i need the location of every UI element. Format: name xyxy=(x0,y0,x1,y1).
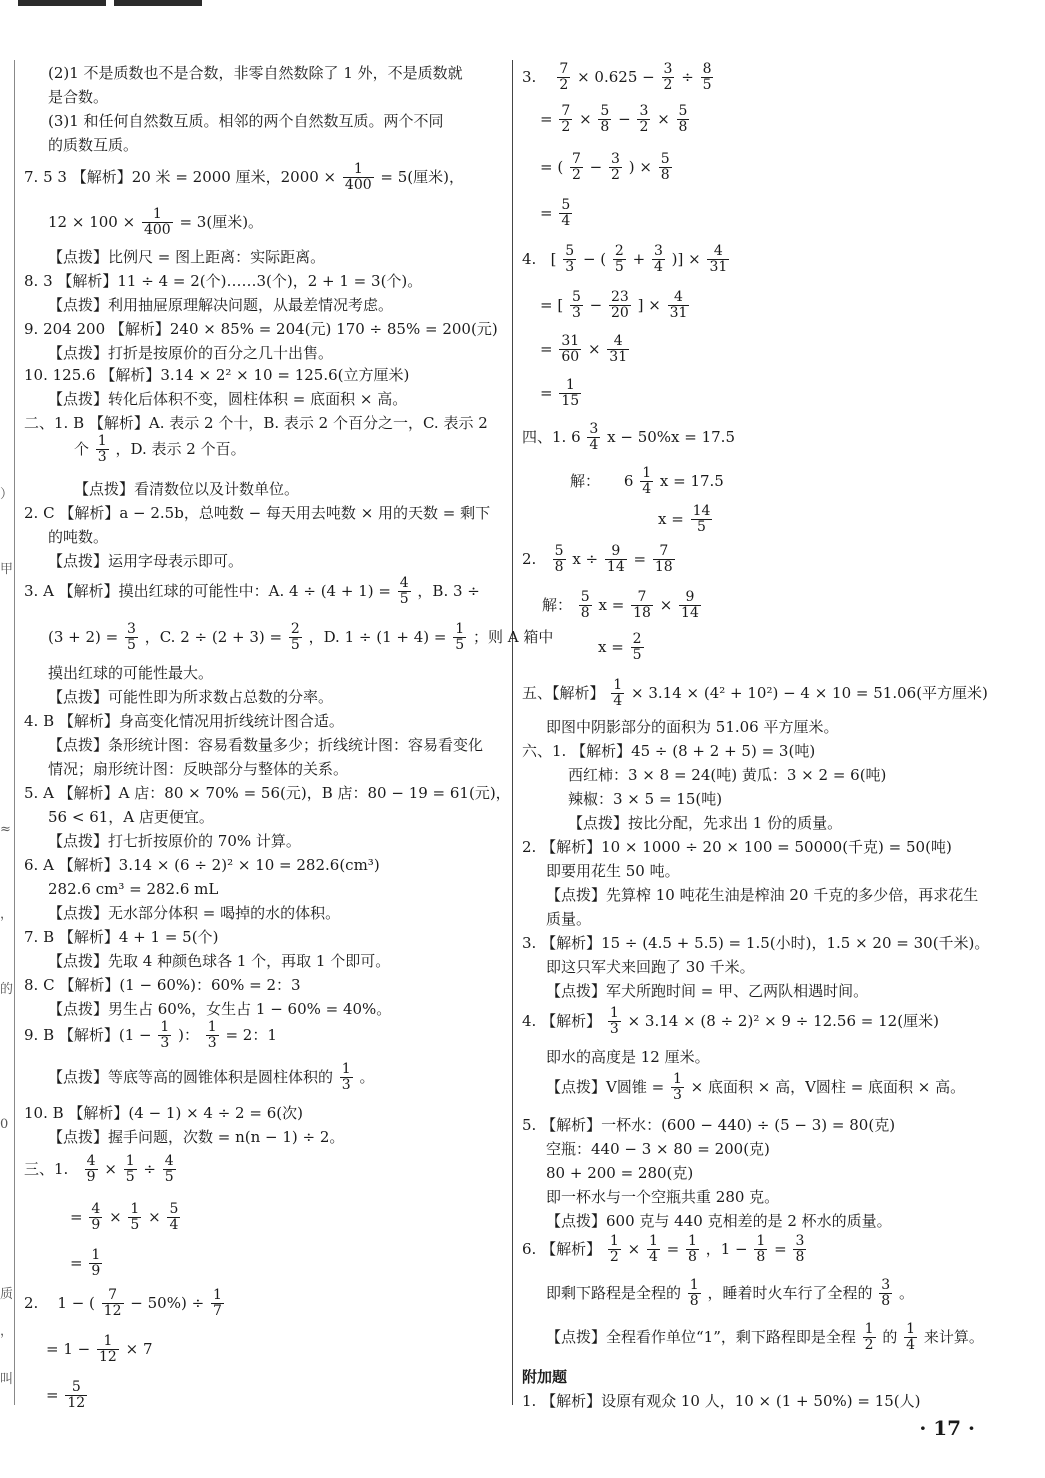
text-line: 80 + 200 = 280(克) xyxy=(546,1164,694,1182)
fraction: $\frac{1}{3}$ xyxy=(160,1019,170,1052)
fraction: $\frac{1}{9}$ xyxy=(91,1247,101,1280)
section-2-q4: 4. B 【解析】身高变化情况用折线统计图合适。 xyxy=(24,712,344,730)
edge-mark: ） xyxy=(0,487,14,502)
section-4-q1-line3: x = $\frac{14}{5}$ xyxy=(658,503,711,536)
fraction: $\frac{4}{9}$ xyxy=(91,1201,101,1234)
hint-line: 【点拨】运用字母表示即可。 xyxy=(48,552,244,570)
column-divider xyxy=(512,60,513,1405)
text-line: 的质数互质。 xyxy=(48,136,139,154)
edge-mark: ， xyxy=(0,907,14,922)
hint-line: 【点拨】转化后体积不变，圆柱体积 = 底面积 × 高。 xyxy=(48,390,408,408)
section-3-q2-line3: = $\frac{5}{12}$ xyxy=(46,1379,86,1412)
fraction: $\frac{5}{4}$ xyxy=(169,1201,179,1234)
edge-mark: 的 xyxy=(0,982,14,997)
hint-line: 【点拨】先算榨 10 吨花生油是榨油 20 千克的多少倍，再求花生 xyxy=(546,886,979,904)
hint-line: 【点拨】打折是按原价的百分之几十出售。 xyxy=(48,344,334,362)
hint-line: 【点拨】无水部分体积 = 喝掉的水的体积。 xyxy=(48,904,341,922)
answer-7-line1 xyxy=(24,162,464,194)
fraction: $\frac{7}{2}$ xyxy=(571,151,581,184)
fraction: $\frac{1}{8}$ xyxy=(756,1233,766,1266)
q3-line2: = $\frac{7}{2}$ × $\frac{5}{8}$ − $\frac{3}{2}$ × $\frac{5}{8}$ xyxy=(540,103,688,136)
fraction: $\frac{1}{8}$ xyxy=(688,1233,697,1266)
section-3-q1-line2: = $\frac{4}{9}$ × $\frac{1}{5}$ × $\frac{5}{4}$ xyxy=(70,1201,179,1234)
text-line: 空瓶：440 − 3 × 80 = 200(克) xyxy=(546,1140,770,1158)
section-3-q1-line1: 三、1. $\frac{4}{9}$ × $\frac{1}{5}$ ÷ $\frac{4}{5}$ xyxy=(24,1153,174,1186)
fraction: $\frac{1}{2}$ xyxy=(609,1233,619,1266)
fraction: $\frac{1}{4}$ xyxy=(648,1233,658,1266)
text-line: 即图中阴影部分的面积为 51.06 平方厘米。 xyxy=(546,718,839,736)
section-6-q2: 2. 【解析】10 × 1000 ÷ 20 × 100 = 50000(千克) = 50(吨) xyxy=(522,838,952,856)
fraction: $\frac{5}{12}$ xyxy=(67,1379,86,1412)
fraction: $\frac{2}{5}$ xyxy=(632,631,642,664)
q4-line1: 4. [ $\frac{5}{3}$ − ( $\frac{2}{5}$ + $\frac{3}{4}$ )] × $\frac{4}{31}$ xyxy=(522,243,728,276)
fraction: $\frac{3}{2}$ xyxy=(663,61,673,94)
hint-line: 【点拨】V圆锥 = $\frac{1}{3}$ × 底面积 × 高，V圆柱 = 底面积 × 高。 xyxy=(546,1071,966,1104)
hint-line: 【点拨】按比分配，先求出 1 份的质量。 xyxy=(568,814,843,832)
fraction: $\frac{23}{20}$ xyxy=(611,289,629,322)
section-4-q2-line3: x = $\frac{2}{5}$ xyxy=(598,631,642,664)
section-2-q6: 6. A 【解析】3.14 × (6 ÷ 2)² × 10 = 282.6(cm³) xyxy=(24,856,380,874)
text-line: 282.6 cm³ = 282.6 mL xyxy=(48,880,219,898)
fraction: $\frac{1}{5}$ xyxy=(130,1201,140,1234)
section-2-q9: 9. B 【解析】(1 − $\frac{1}{3}$ )： $\frac{1}{3}$ = 2：1 xyxy=(24,1019,277,1052)
section-6-q4-line1: 4. 【解析】 $\frac{1}{3}$ × 3.14 × (8 ÷ 2)² × 9 ÷ 12.56 = 12(厘米) xyxy=(522,1005,939,1038)
fraction: $\frac{1}{2}$ xyxy=(864,1321,874,1354)
fraction: $\frac{4}{31}$ xyxy=(669,289,688,322)
fraction: $\frac{1}{3}$ xyxy=(672,1071,682,1104)
fraction: $\frac{4}{5}$ xyxy=(164,1153,174,1186)
fraction: $\frac{7}{12}$ xyxy=(103,1287,122,1320)
fraction: $\frac{7}{2}$ xyxy=(559,61,569,94)
extra-q1: 1. 【解析】设原有观众 10 人，10 × (1 + 50%) = 15(人) xyxy=(522,1392,921,1410)
text: 7. 5 3 【解析】20 米 = 2000 厘米，2000 × xyxy=(24,167,337,186)
fraction: $\frac{3}{4}$ xyxy=(589,421,599,454)
fraction: $\frac{1}{3}$ xyxy=(341,1061,351,1094)
hint-line: 【点拨】军犬所跑时间 = 甲、乙两队相遇时间。 xyxy=(546,982,869,1000)
fraction: $\frac{1}{3}$ xyxy=(207,1019,217,1052)
section-4-q2-line1: 2. $\frac{5}{8}$ x ÷ $\frac{9}{14}$ = $\frac{7}{18}$ xyxy=(522,543,673,576)
fraction: $\frac{1}{4}$ xyxy=(613,677,623,710)
text-line: 的吨数。 xyxy=(48,528,109,546)
fraction: $\frac{2}{5}$ xyxy=(614,243,624,276)
section-2-q1-line2: 个 $\frac{1}{3}$ ，D. 表示 2 个百。 xyxy=(74,433,246,466)
fraction: $\frac{3}{5}$ xyxy=(127,621,136,654)
text: = 5(厘米)， xyxy=(380,167,465,186)
hint-line: 【点拨】男生占 60%，女生占 1 − 60% = 40%。 xyxy=(48,1000,392,1018)
fraction: $\frac{1}{7}$ xyxy=(212,1287,222,1320)
fraction: $\frac{1}{5}$ xyxy=(125,1153,135,1186)
hint-line: 【点拨】等底等高的圆锥体积是圆柱体积的 $\frac{1}{3}$ 。 xyxy=(48,1061,375,1094)
text-line: 辣椒：3 × 5 = 15(吨) xyxy=(568,790,723,808)
section-2-q3-line1: 3. A 【解析】摸出红球的可能性中：A. 4 ÷ (4 + 1) = $\frac{4}{5}$ ，B. 3 ÷ xyxy=(24,575,480,608)
fraction: $\frac{1}{3}$ xyxy=(97,433,107,466)
fraction: $\frac{1}{400}$ xyxy=(143,206,171,239)
hint-line: 【点拨】全程看作单位“1”，剩下路程即是全程 $\frac{1}{2}$ 的 $\frac{1}{4}$ 来计算。 xyxy=(546,1321,984,1354)
answer-7-line2: 12 × 100 × $\frac{1}{400}$ = 3(厘米)。 xyxy=(48,206,264,239)
section-6-q5: 5. 【解析】一杯水：(600 − 440) ÷ (5 − 3) = 80(克) xyxy=(522,1116,896,1134)
fraction: $\frac{4}{5}$ xyxy=(399,575,409,608)
hint-line: 【点拨】600 克与 440 克相差的是 2 杯水的质量。 xyxy=(546,1212,892,1230)
fraction: $\frac{7}{18}$ xyxy=(654,543,673,576)
fraction: $\frac{1}{15}$ xyxy=(561,377,580,410)
edge-mark: 甲 xyxy=(0,562,14,577)
text-line: (2)1 不是质数也不是合数，非零自然数除了 1 外，不是质数就 xyxy=(48,64,463,82)
fraction: $\frac{5}{8}$ xyxy=(678,103,688,136)
hint-line: 【点拨】利用抽屉原理解决问题，从最差情况考虑。 xyxy=(48,296,394,314)
answer-8-line: 8. 3 【解析】11 ÷ 4 = 2(个)……3(个)，2 + 1 = 3(个)。 xyxy=(24,272,423,290)
fraction: $\frac{4}{9}$ xyxy=(86,1153,96,1186)
section-3-q2-line2: = 1 − $\frac{1}{12}$ × 7 xyxy=(46,1333,153,1366)
fraction: $\frac{7}{18}$ xyxy=(633,589,651,622)
fraction: $\frac{3}{8}$ xyxy=(881,1277,891,1310)
text-line: 西红柿：3 × 8 = 24(吨) 黄瓜：3 × 2 = 6(吨) xyxy=(568,766,887,784)
text-line: 质量。 xyxy=(546,910,592,928)
fraction: $\frac{9}{14}$ xyxy=(606,543,625,576)
section-4-q2-line2: 解： $\frac{5}{8}$ x = $\frac{7}{18}$ × $\frac{9}{14}$ xyxy=(542,589,699,622)
answer-10-line: 10. 125.6 【解析】3.14 × 2² × 10 = 125.6(立方厘米) xyxy=(24,366,410,384)
edge-mark: ， xyxy=(0,1324,14,1339)
fraction: $\frac{9}{14}$ xyxy=(681,589,699,622)
q3-line1: 3. $\frac{7}{2}$ × 0.625 − $\frac{3}{2}$ ÷ $\frac{8}{5}$ xyxy=(522,61,712,94)
edge-mark: 叫 xyxy=(0,1372,14,1387)
fraction: $\frac{1}{12}$ xyxy=(99,1333,117,1366)
left-margin-rule xyxy=(14,60,15,1405)
edge-mark: 0 xyxy=(0,1117,9,1132)
answer-9-line: 9. 204 200 【解析】240 × 85% = 204(元) 170 ÷ 85% = 200(元) xyxy=(24,320,498,338)
q4-line3: = $\frac{31}{60}$ × $\frac{4}{31}$ xyxy=(540,333,628,366)
text-line: 即一杯水与一个空瓶共重 280 克。 xyxy=(546,1188,780,1206)
section-6-q6-line1: 6. 【解析】 $\frac{1}{2}$ × $\frac{1}{4}$ = $\frac{1}{8}$ ，1 − $\frac{1}{8}$ = $\frac{3}{8}$ xyxy=(522,1233,805,1266)
q3-line4: = $\frac{5}{4}$ xyxy=(540,197,571,230)
fraction: $\frac{31}{60}$ xyxy=(561,333,580,366)
hint-line: 【点拨】看清数位以及计数单位。 xyxy=(74,480,300,498)
text-line: 情况；扇形统计图：反映部分与整体的关系。 xyxy=(48,760,349,778)
section-2-q1: 二、1. B 【解析】A. 表示 2 个十，B. 表示 2 个百分之一，C. 表示 2 xyxy=(24,414,488,432)
edge-mark: ≈ xyxy=(0,822,11,837)
fraction: $\frac{1}{5}$ xyxy=(455,621,465,654)
extra-title: 附加题 xyxy=(522,1368,568,1386)
fraction: $\frac{1}{4}$ xyxy=(642,465,652,498)
text-line: 即要用花生 50 吨。 xyxy=(546,862,680,880)
fraction: $\frac{5}{3}$ xyxy=(571,289,581,322)
text-line: 是合数。 xyxy=(48,88,109,106)
fraction: $\frac{8}{5}$ xyxy=(702,61,712,94)
section-2-q3-line2: (3 + 2) = $\frac{3}{5}$ ，C. 2 ÷ (2 + 3) = $\frac{2}{5}$ ，D. 1 ÷ (1 + 4) = $\frac{1}{5}$ ；则 A 箱中 xyxy=(48,621,554,654)
section-2-q2: 2. C 【解析】a − 2.5b，总吨数 − 每天用去吨数 × 用的天数 = 剩下 xyxy=(24,504,491,522)
section-5-line1: 五、【解析】 $\frac{1}{4}$ × 3.14 × (4² + 10²) − 4 × 10 = 51.06(平方厘米) xyxy=(522,677,988,710)
fraction: $\frac{1}{4}$ xyxy=(906,1321,916,1354)
fraction: $\frac{3}{2}$ xyxy=(639,103,649,136)
hint-line: 【点拨】握手问题，次数 = n(n − 1) ÷ 2。 xyxy=(48,1128,345,1146)
fraction: $\frac{7}{2}$ xyxy=(561,103,571,136)
q4-line2: = [ $\frac{5}{3}$ − $\frac{23}{20}$ ] × $\frac{4}{31}$ xyxy=(540,289,688,322)
fraction: $\frac{5}{8}$ xyxy=(600,103,610,136)
text-line: 摸出红球的可能性最大。 xyxy=(48,664,214,682)
hint-line: 【点拨】打七折按原价的 70% 计算。 xyxy=(48,832,301,850)
fraction: $\frac{14}{5}$ xyxy=(692,503,711,536)
hint-line: 【点拨】先取 4 种颜色球各 1 个，再取 1 个即可。 xyxy=(48,952,391,970)
section-6-q6-line2: 即剩下路程是全程的 $\frac{1}{8}$ ，睡着时火车行了全程的 $\frac{3}{8}$ 。 xyxy=(546,1277,915,1310)
fraction: $\frac{4}{31}$ xyxy=(609,333,628,366)
section-6-q1: 六、1. 【解析】45 ÷ (8 + 2 + 5) = 3(吨) xyxy=(522,742,816,760)
section-2-q10: 10. B 【解析】(4 − 1) × 4 ÷ 2 = 6(次) xyxy=(24,1104,303,1122)
fraction: $\frac{5}{8}$ xyxy=(580,589,590,622)
q3-line3: = ( $\frac{7}{2}$ − $\frac{3}{2}$ ) × $\frac{5}{8}$ xyxy=(540,151,670,184)
fraction: $\frac{5}{8}$ xyxy=(660,151,670,184)
fraction: $\frac{3}{2}$ xyxy=(611,151,620,184)
text-line: 即这只军犬来回跑了 30 千米。 xyxy=(546,958,755,976)
page-number: · 17 · xyxy=(919,1416,975,1440)
fraction: $\frac{1}{3}$ xyxy=(609,1005,619,1038)
left-edge-marks xyxy=(0,60,12,1420)
hint-line: 【点拨】可能性即为所求数占总数的分率。 xyxy=(48,688,334,706)
fraction: $\frac{5}{8}$ xyxy=(554,543,564,576)
section-4-q1-line1: 四、1. 6 $\frac{3}{4}$ x − 50%x = 17.5 xyxy=(522,421,735,454)
section-4-q1-line2: 解： 6 $\frac{1}{4}$ x = 17.5 xyxy=(570,465,724,498)
fraction: $\frac{2}{5}$ xyxy=(290,621,300,654)
section-3-q1-line3: = $\frac{1}{9}$ xyxy=(70,1247,101,1280)
fraction: $\frac{1}{400}$ xyxy=(344,161,372,194)
fraction: $\frac{3}{4}$ xyxy=(653,243,663,276)
edge-mark: 质 xyxy=(0,1287,14,1302)
fraction: $\frac{1}{8}$ xyxy=(689,1277,699,1310)
section-2-q8: 8. C 【解析】(1 − 60%)：60% = 2：3 xyxy=(24,976,301,994)
hint-line: 【点拨】比例尺 = 图上距离：实际距离。 xyxy=(48,248,326,266)
text-line: 即水的高度是 12 厘米。 xyxy=(546,1048,710,1066)
section-2-q5: 5. A 【解析】A 店：80 × 70% = 56(元)，B 店：80 − 19 = 61(元)， xyxy=(24,784,511,802)
q4-line4: = $\frac{1}{15}$ xyxy=(540,377,580,410)
hint-line: 【点拨】条形统计图：容易看数量多少；折线统计图：容易看变化 xyxy=(48,736,484,754)
text-line: (3)1 和任何自然数互质。相邻的两个自然数互质。两个不同 xyxy=(48,112,444,130)
section-2-q7: 7. B 【解析】4 + 1 = 5(个) xyxy=(24,928,219,946)
fraction: $\frac{5}{4}$ xyxy=(561,197,571,230)
fraction: $\frac{3}{8}$ xyxy=(795,1233,805,1266)
section-3-q2-line1: 2. 1 − ( $\frac{7}{12}$ − 50%) ÷ $\frac{1}{7}$ xyxy=(24,1287,222,1320)
section-6-q3: 3. 【解析】15 ÷ (4.5 + 5.5) = 1.5(小时)，1.5 × 20 = 30(千米)。 xyxy=(522,934,990,952)
fraction: $\frac{5}{3}$ xyxy=(565,243,575,276)
fraction: $\frac{4}{31}$ xyxy=(709,243,728,276)
text-line: 56 < 61，A 店更便宜。 xyxy=(48,808,214,826)
top-bar-decoration xyxy=(18,0,202,6)
